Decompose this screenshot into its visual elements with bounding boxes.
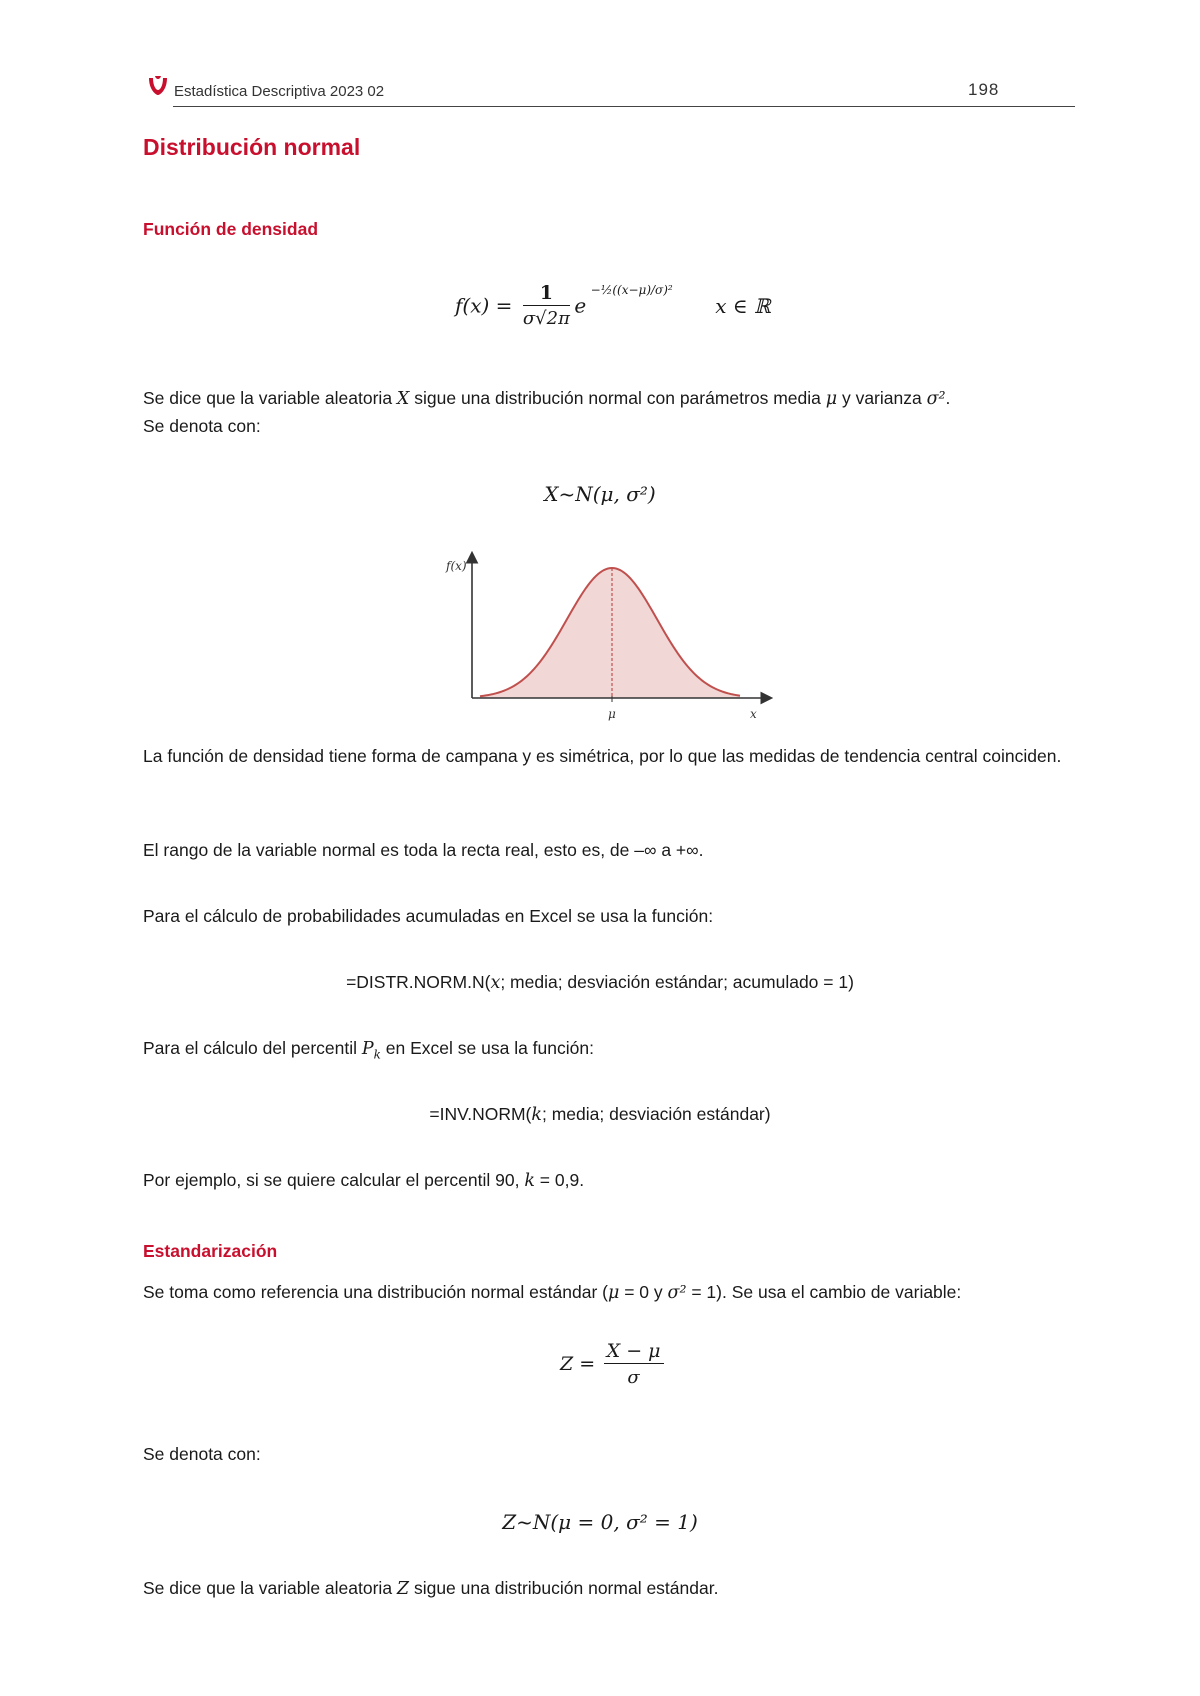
section-heading-standardization: Estandarización — [143, 1241, 278, 1261]
formula-fraction — [523, 282, 570, 329]
bell-curve-svg — [440, 548, 780, 724]
header-page-number: 198 — [968, 80, 1000, 99]
para1-mu: μ — [825, 389, 838, 409]
formula-denominator: σ√2π — [522, 308, 570, 329]
section-heading-density: Función de densidad — [143, 219, 319, 239]
final-b: sigue una distribución normal estándar. — [409, 1578, 719, 1598]
paragraph-standardization — [143, 1278, 961, 1307]
para1-text-b: sigue una distribución normal con parámetros media — [409, 388, 826, 408]
example-b: = 0,9. — [534, 1170, 585, 1190]
formula-lhs: f(x) = — [455, 293, 513, 318]
excel-pct-function — [0, 1100, 1200, 1129]
notation-normal: X~N(μ, σ²) — [544, 482, 656, 506]
excel-cdf-x: x — [490, 973, 501, 993]
final-z: Z — [396, 1579, 410, 1599]
density-formula — [455, 282, 771, 352]
std-para-sigma2: σ² — [667, 1283, 687, 1303]
z-lhs: Z = — [560, 1353, 596, 1375]
header-rule — [173, 106, 1075, 107]
x-axis-label: x — [750, 707, 757, 721]
mu-tick-label: μ — [608, 707, 616, 721]
excel-pct-k: k — [531, 1105, 542, 1125]
excel-pct-intro-a: Para el cálculo del percentil — [143, 1038, 362, 1058]
z-fraction — [604, 1340, 664, 1388]
paragraph-range: El rango de la variable normal es toda la recta real, esto es, de –∞ a +∞. — [143, 840, 704, 860]
paragraph-example — [143, 1166, 584, 1195]
para1-text-c: y varianza — [837, 388, 927, 408]
z-notation: Z~N(μ = 0, σ² = 1) — [502, 1510, 698, 1534]
paragraph-normal-definition — [143, 384, 1083, 413]
std-para-c: = 1). Se usa el cambio de variable: — [686, 1282, 962, 1302]
std-para-a: Se toma como referencia una distribución normal estándar ( — [143, 1282, 608, 1302]
z-denominator: σ — [627, 1367, 640, 1388]
z-formula — [560, 1340, 664, 1388]
paragraph-excel-cdf-intro: Para el cálculo de probabilidades acumuladas en Excel se usa la función: — [143, 906, 714, 926]
formula-e: e — [574, 293, 587, 318]
y-axis-label: f(x) — [446, 559, 467, 573]
std-para-mu: μ — [607, 1283, 620, 1303]
excel-pct-a: =INV.NORM( — [429, 1104, 532, 1124]
formula-exponent: −½((x−μ)/σ)² — [590, 282, 673, 297]
university-logo — [146, 74, 170, 98]
std-para-b: = 0 y — [619, 1282, 668, 1302]
formula-domain: x ∈ ℝ — [715, 293, 771, 318]
para1-text-d: . — [945, 388, 951, 408]
formula-numerator: 1 — [523, 282, 570, 306]
logo-icon — [146, 74, 170, 98]
paragraph-shape: La función de densidad tiene forma de campana y es simétrica, por lo que las medidas de tendencia central coinciden. — [143, 746, 1062, 766]
page-title: Distribución normal — [143, 134, 361, 160]
z-numerator: X − μ — [604, 1340, 664, 1364]
bell-curve-figure — [440, 548, 780, 724]
excel-pct-b: ; media; desviación estándar) — [541, 1104, 771, 1124]
excel-pct-intro-b: en Excel se usa la función: — [380, 1038, 594, 1058]
paragraph-denota: Se denota con: — [143, 416, 261, 436]
excel-cdf-b: ; media; desviación estándar; acumulado = 1) — [500, 972, 854, 992]
final-a: Se dice que la variable aleatoria — [143, 1578, 397, 1598]
paragraph-excel-pct-intro — [143, 1034, 594, 1069]
para1-sigma2: σ² — [926, 389, 946, 409]
example-k: k — [524, 1171, 535, 1191]
example-a: Por ejemplo, si se quiere calcular el percentil 90, — [143, 1170, 525, 1190]
excel-pct-intro-pk: $P_k$ — [361, 1039, 381, 1062]
excel-cdf-a: =DISTR.NORM.N( — [346, 972, 491, 992]
paragraph-z-denota: Se denota con: — [143, 1444, 261, 1464]
paragraph-standard-normal — [143, 1574, 718, 1603]
para1-text-a: Se dice que la variable aleatoria — [143, 388, 397, 408]
excel-cdf-function — [0, 968, 1200, 997]
header-course: Estadística Descriptiva 2023 02 — [174, 83, 385, 100]
para1-var-x: X — [396, 389, 410, 409]
